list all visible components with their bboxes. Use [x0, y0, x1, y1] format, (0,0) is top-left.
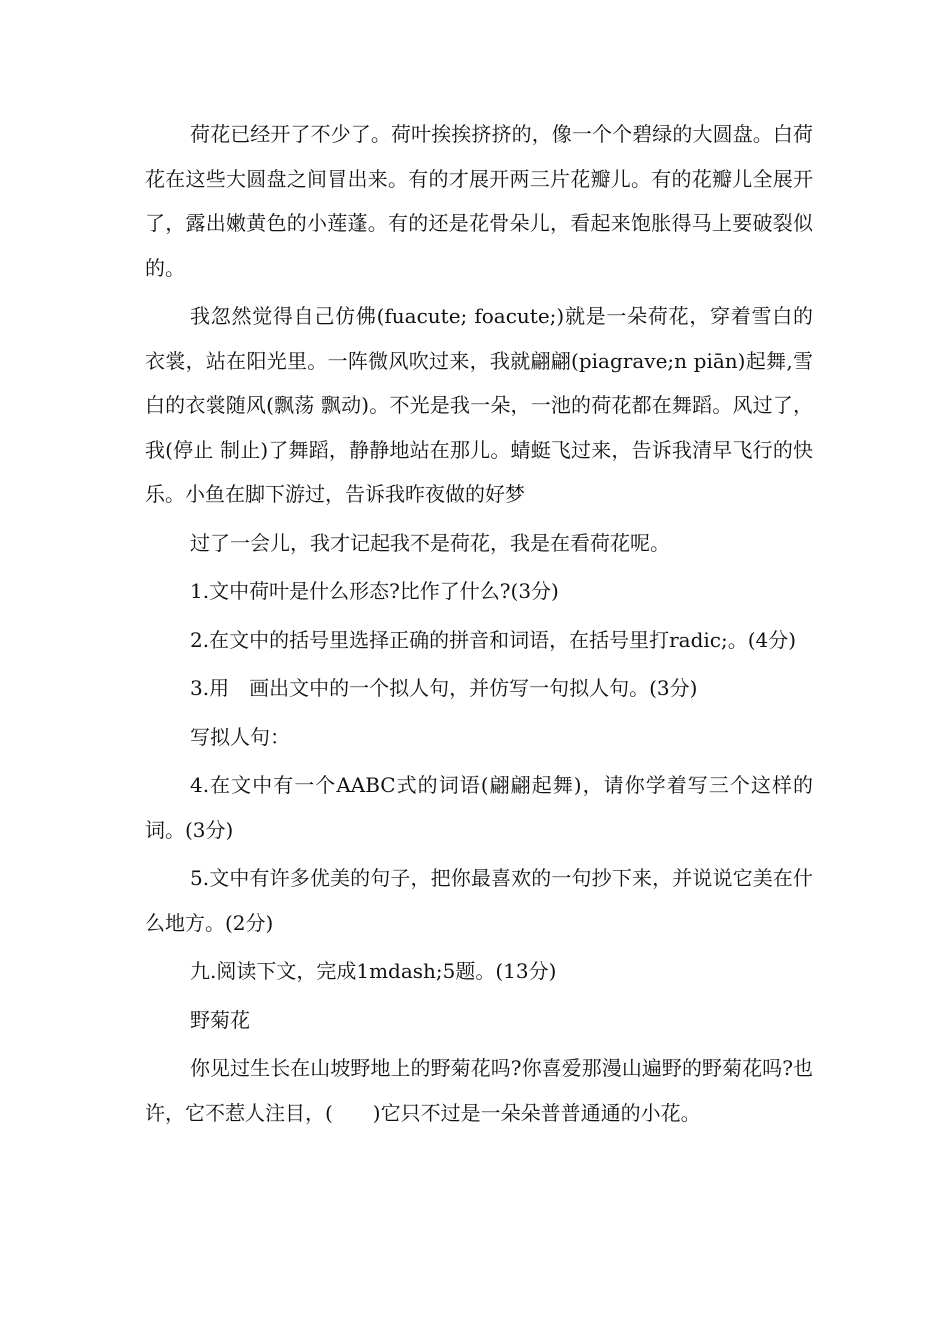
paragraph-lotus-dance: 我忽然觉得自己仿佛(fuacute; foacute;)就是一朵荷花，穿着雪白的衣裳，站在阳光里。一阵微风吹过来，我就翩翩(piagrave;n piān)起舞,雪白的衣裳随风(飘荡 飘动)。不光是我一朵，一池的荷花都在舞蹈。风过了，我(停止 制止)了舞蹈，静静地站在那儿。蜻蜓飞过来，告诉我清早飞行的快乐。小鱼在脚下游过，告诉我昨夜做的好梦	[145, 304, 813, 506]
question-3-answer-label: 写拟人句：	[190, 724, 290, 749]
question-4: 4.在文中有一个AABC式的词语(翩翩起舞)，请你学着写三个这样的词。(3分)	[145, 773, 813, 842]
section-9-heading: 九.阅读下文，完成1mdash;5题。(13分)	[190, 959, 557, 983]
paragraph-lotus-description: 荷花已经开了不少了。荷叶挨挨挤挤的，像一个个碧绿的大圆盘。白荷花在这些大圆盘之间冒出来。有的才展开两三片花瓣儿。有的花瓣儿全展开了，露出嫩黄色的小莲蓬。有的还是花骨朵儿，看起来饱胀得马上要破裂似的。	[145, 122, 813, 280]
question-5: 5.文中有许多优美的句子，把你最喜欢的一句抄下来，并说说它美在什么地方。(2分)	[145, 866, 813, 935]
question-3: 3.用 画出文中的一个拟人句，并仿写一句拟人句。(3分)	[190, 676, 698, 700]
document-page	[145, 112, 813, 1135]
question-2: 2.在文中的括号里选择正确的拼音和词语，在括号里打radic;。(4分)	[190, 627, 797, 652]
paragraph-lotus-ending: 过了一会儿，我才记起我不是荷花，我是在看荷花呢。	[190, 530, 670, 555]
question-1: 1.文中荷叶是什么形态?比作了什么?(3分)	[190, 579, 559, 603]
paragraph-wild-chrysanthemum: 你见过生长在山坡野地上的野菊花吗?你喜爱那漫山遍野的野菊花吗?也许，它不惹人注目，( )它只不过是一朵朵普普通通的小花。	[145, 1056, 813, 1125]
article-title: 野菊花	[190, 1007, 250, 1032]
